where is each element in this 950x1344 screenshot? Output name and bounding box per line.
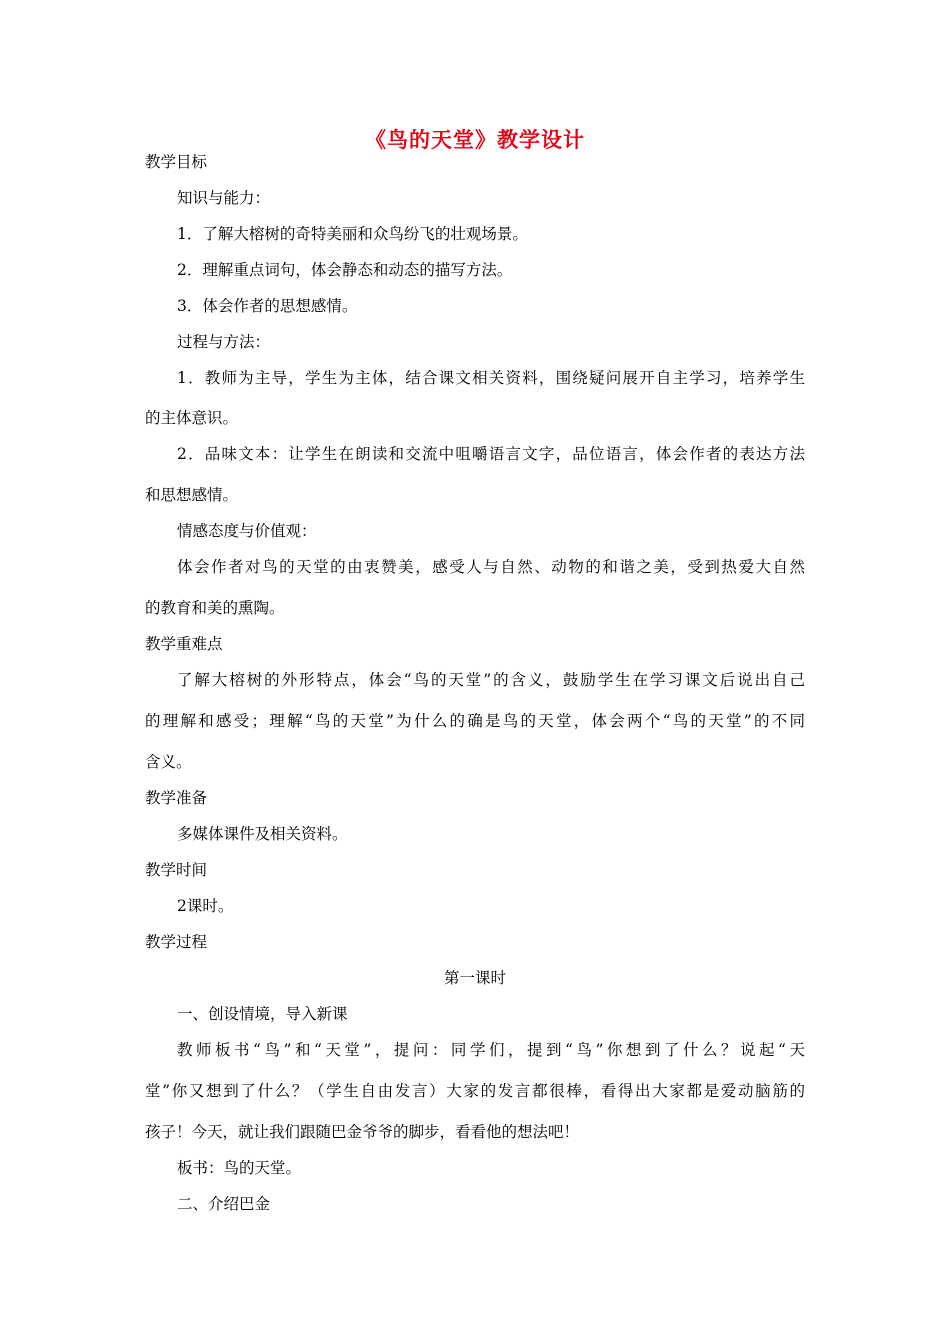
paragraph-line: 多媒体课件及相关资料。 bbox=[177, 825, 348, 843]
heading-teaching-time: 教学时间 bbox=[145, 861, 208, 879]
paragraph-line: 1．教师为主导，学生为主体，结合课文相关资料，围绕疑问展开自主学习，培养学生 bbox=[177, 369, 805, 387]
subheading-knowledge-ability: 知识与能力： bbox=[177, 189, 271, 207]
heading-key-difficulties: 教学重难点 bbox=[145, 635, 223, 653]
step-heading: 一、创设情境，导入新课 bbox=[177, 1005, 348, 1023]
heading-teaching-preparation: 教学准备 bbox=[145, 789, 208, 807]
heading-teaching-goals: 教学目标 bbox=[145, 153, 208, 171]
paragraph-line: 1．了解大榕树的奇特美丽和众鸟纷飞的壮观场景。 bbox=[177, 225, 528, 243]
paragraph-line: 2．品味文本：让学生在朗读和交流中咀嚼语言文字，品位语言，体会作者的表达方法 bbox=[177, 445, 805, 463]
paragraph-line: 和思想感情。 bbox=[145, 486, 239, 504]
document-title: 《鸟的天堂》教学设计 bbox=[365, 127, 585, 152]
subheading-emotion-values: 情感态度与价值观： bbox=[177, 522, 317, 540]
step-heading: 二、介绍巴金 bbox=[177, 1195, 271, 1213]
paragraph-line: 的教育和美的熏陶。 bbox=[145, 599, 285, 617]
paragraph-line: 了解大榕树的外形特点，体会“鸟的天堂”的含义，鼓励学生在学习课文后说出自己 bbox=[177, 671, 805, 689]
paragraph-line: 教师板书“鸟”和“天堂”，提问：同学们，提到“鸟”你想到了什么？说起“天 bbox=[177, 1041, 805, 1059]
paragraph-line: 3．体会作者的思想感情。 bbox=[177, 297, 358, 315]
paragraph-line: 孩子！今天，就让我们跟随巴金爷爷的脚步，看看他的想法吧！ bbox=[145, 1123, 580, 1141]
subheading-process-method: 过程与方法： bbox=[177, 333, 271, 351]
paragraph-line: 体会作者对鸟的天堂的由衷赞美，感受人与自然、动物的和谐之美，受到热爱大自然 bbox=[177, 558, 805, 576]
paragraph-line: 2课时。 bbox=[177, 897, 234, 915]
paragraph-line: 堂”你又想到了什么？（学生自由发言）大家的发言都很棒，看得出大家都是爱动脑筋的 bbox=[145, 1082, 805, 1100]
section-title-first-lesson: 第一课时 bbox=[443, 969, 506, 987]
paragraph-line: 的主体意识。 bbox=[145, 409, 239, 427]
paragraph-line: 含义。 bbox=[145, 753, 192, 771]
paragraph-line: 的理解和感受；理解“鸟的天堂”为什么的确是鸟的天堂，体会两个“鸟的天堂”的不同 bbox=[145, 712, 805, 730]
paragraph-line: 2．理解重点词句，体会静态和动态的描写方法。 bbox=[177, 261, 513, 279]
heading-teaching-process: 教学过程 bbox=[145, 933, 208, 951]
paragraph-line: 板书：鸟的天堂。 bbox=[177, 1159, 302, 1177]
